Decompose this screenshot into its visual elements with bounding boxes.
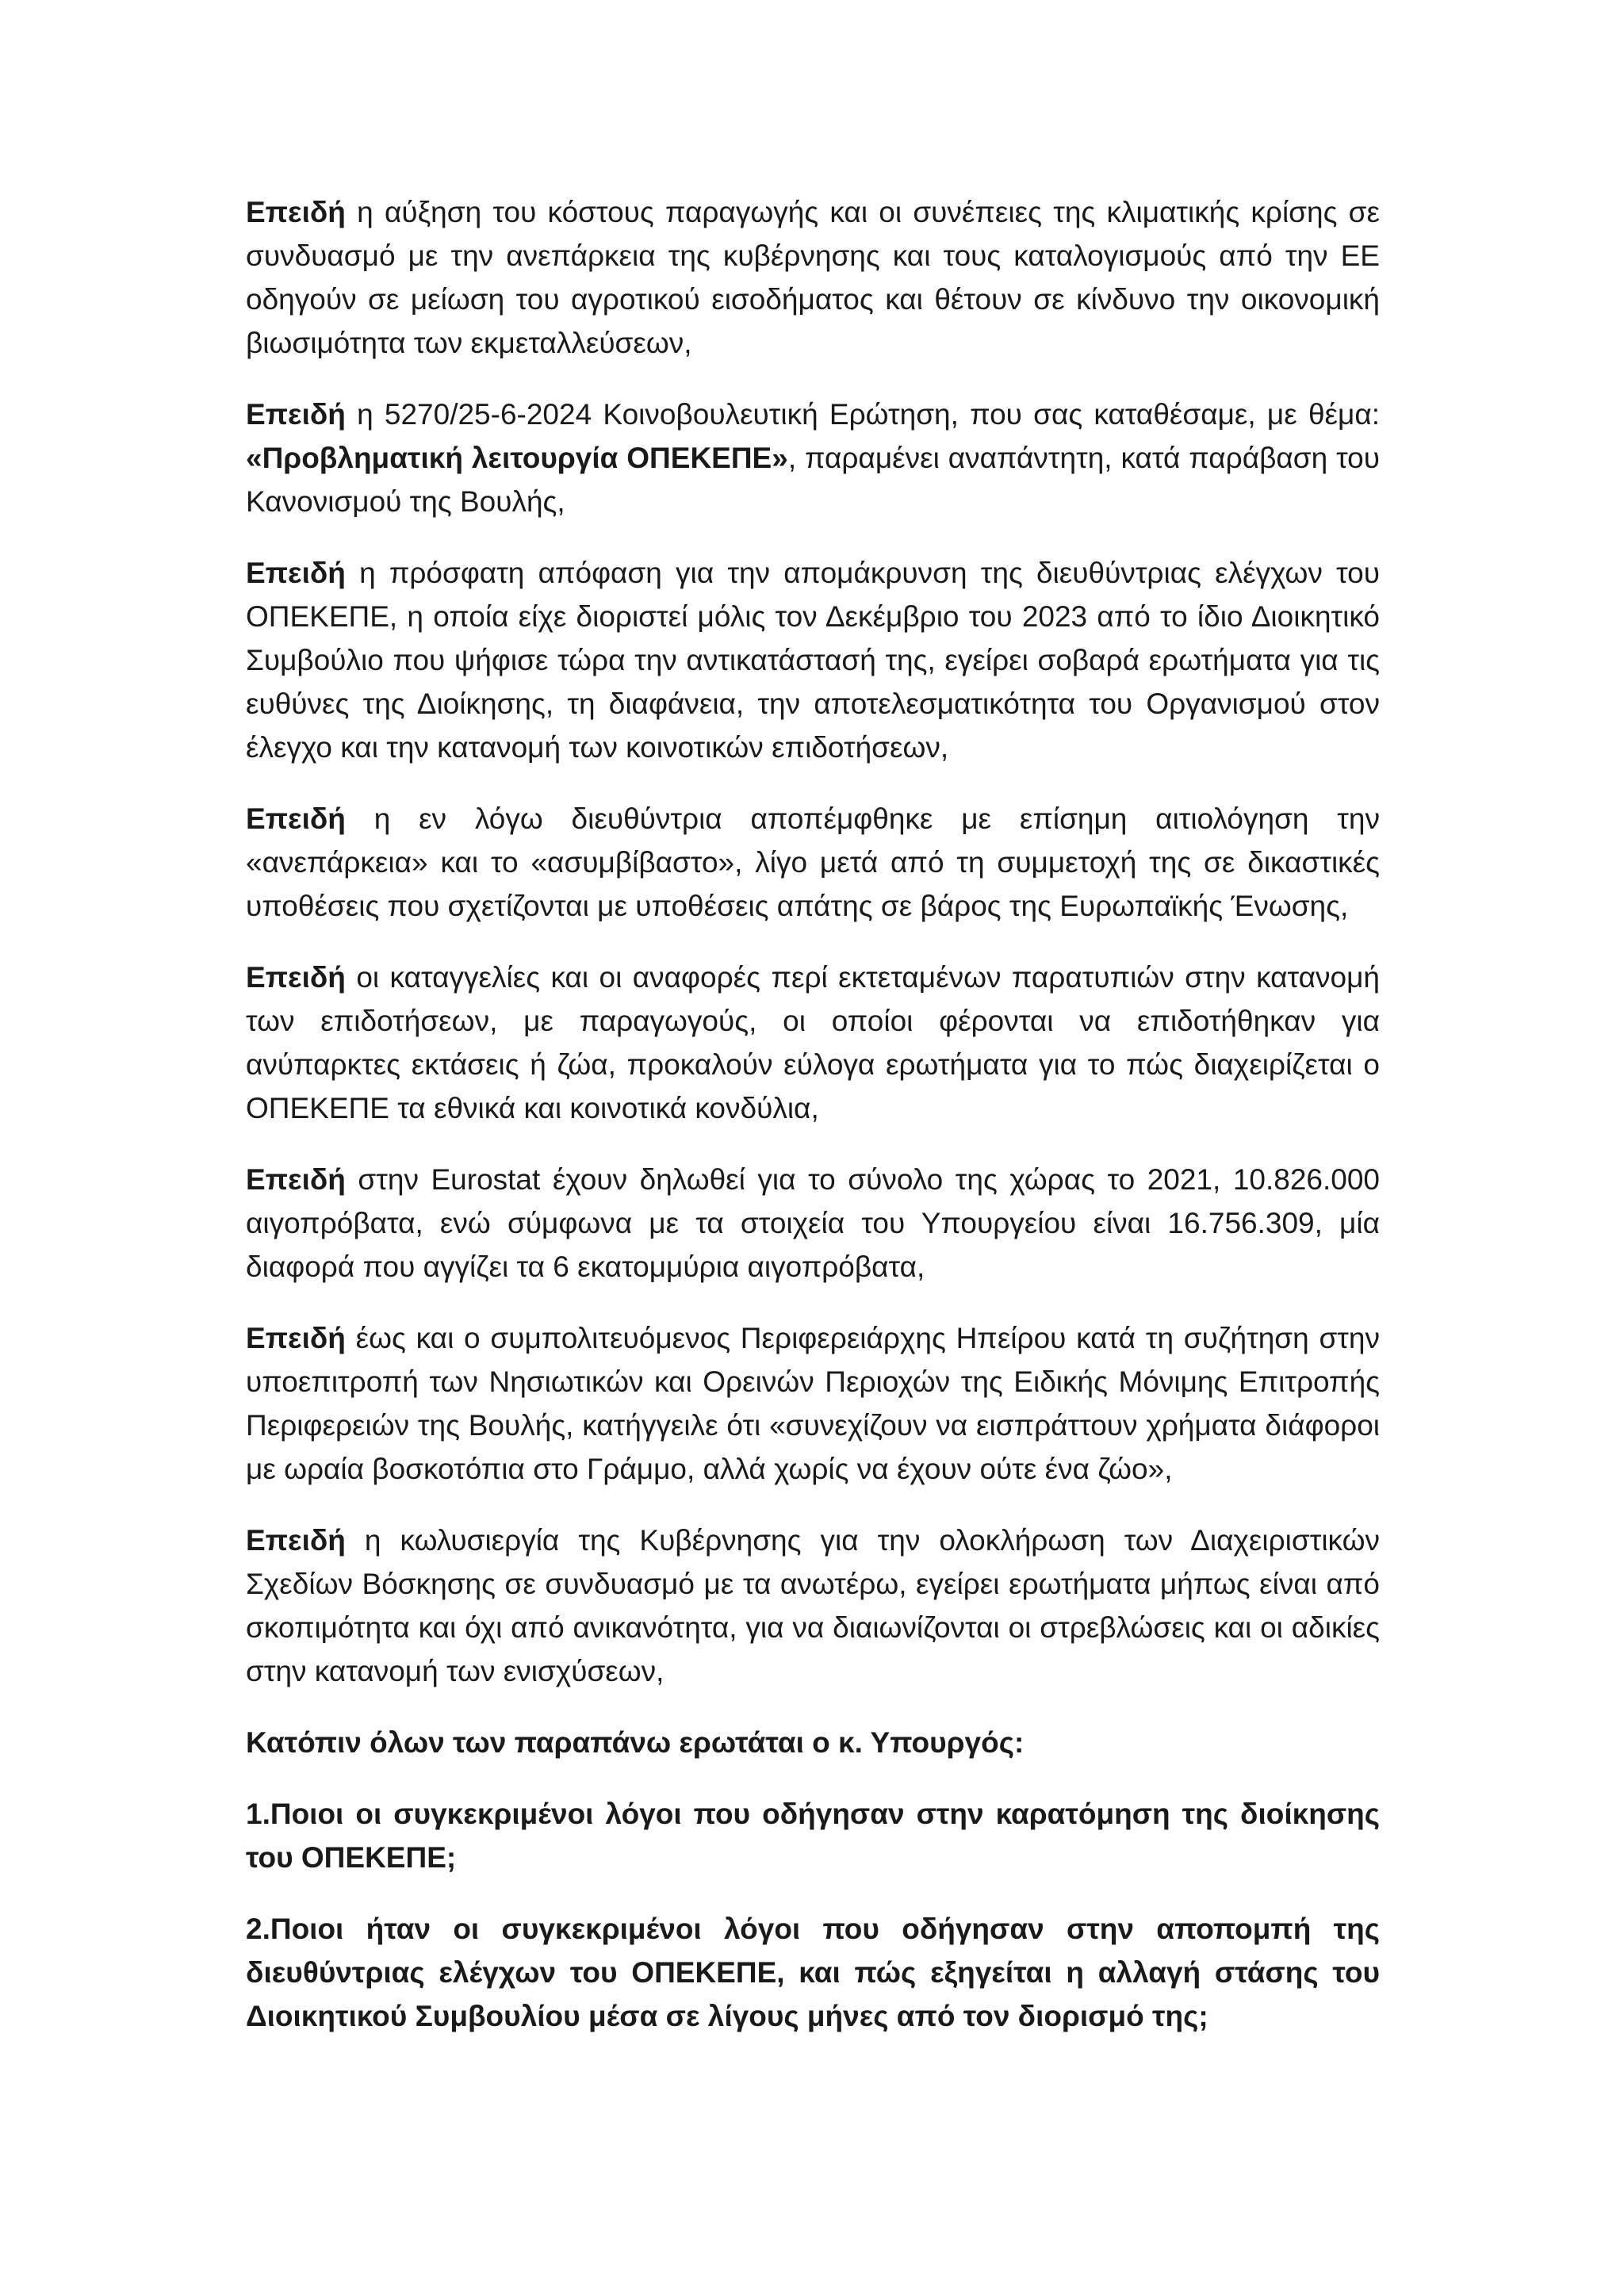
paragraph-lead: Επειδή	[246, 1322, 346, 1354]
paragraph-text: οι καταγγελίες και οι αναφορές περί εκτεταμένων παρατυπιών στην κατανομή των επιδοτήσεων, με παραγωγούς, οι οποίοι φέρονται να επιδοτήθηκαν για ανύπαρκτες εκτάσεις ή ζώα, προκαλούν εύλογα ερωτήματα για το πώς διαχειρίζεται ο ΟΠΕΚΕΠΕ τα εθνικά και κοινοτικά κονδύλια,	[246, 961, 1380, 1124]
paragraph-lead: Επειδή	[246, 802, 346, 835]
paragraph-lead: Επειδή	[246, 398, 346, 431]
question-2: 2.Ποιοι ήταν οι συγκεκριμένοι λόγοι που οδήγησαν στην αποπομπή της διευθύντριας ελέγχων του ΟΠΕΚΕΠΕ, και πώς εξηγείται η αλλαγή στάσης του Διοικητικού Συμβουλίου μέσα σε λίγους μήνες από τον διορισμό της;	[246, 1913, 1380, 2032]
paragraph-text: έως και ο συμπολιτευόμενος Περιφερειάρχης Ηπείρου κατά τη συζήτηση στην υποεπιτροπή των Νησιωτικών και Ορεινών Περιοχών της Ειδικής Μόνιμης Επιτροπής Περιφερειών της Βουλής, κατήγγειλε ότι «συνεχίζουν να εισπράττουν χρήματα διάφοροι με ωραία βοσκοτόπια στο Γράμμο, αλλά χωρίς να έχουν ούτε ένα ζώο»,	[246, 1322, 1380, 1485]
paragraph-lead: Επειδή	[246, 961, 346, 994]
paragraph-lead: Επειδή	[246, 1524, 346, 1557]
document-body	[246, 190, 1380, 2066]
question-1: 1.Ποιοι οι συγκεκριμένοι λόγοι που οδήγησαν στην καρατόμηση της διοίκησης του ΟΠΕΚΕΠΕ;	[246, 1798, 1380, 1874]
paragraph-6	[246, 1158, 1380, 1289]
question-title: «Προβληματική λειτουργία ΟΠΕΚΕΠΕ»	[246, 442, 788, 474]
paragraph-7	[246, 1316, 1380, 1491]
paragraph-text: η πρόσφατη απόφαση για την απομάκρυνση της διευθύντριας ελέγχων του ΟΠΕΚΕΠΕ, η οποία είχε διοριστεί μόλις τον Δεκέμβριο του 2023 από το ίδιο Διοικητικό Συμβούλιο που ψήφισε τώρα την αντικατάστασή της, εγείρει σοβαρά ερωτήματα για τις ευθύνες της Διοίκησης, τη διαφάνεια, την αποτελεσματικότητα του Οργανισμού στον έλεγχο και την κατανομή των κοινοτικών επιδοτήσεων,	[246, 557, 1380, 764]
paragraph-text: η αύξηση του κόστους παραγωγής και οι συνέπειες της κλιματικής κρίσης σε συνδυασμό με την ανεπάρκεια της κυβέρνησης και τους καταλογισμούς από την ΕΕ οδηγούν σε μείωση του αγροτικού εισοδήματος και θέτουν σε κίνδυνο την οικονομική βιωσιμότητα των εκμεταλλεύσεων,	[246, 196, 1380, 359]
paragraph-lead: Επειδή	[246, 557, 346, 589]
question-intro: Κατόπιν όλων των παραπάνω ερωτάται ο κ. Υπουργός:	[246, 1726, 1025, 1759]
paragraph-text: , παραμένει αναπάντητη, κατά παράβαση του Κανονισμού της Βουλής,	[246, 442, 1380, 518]
paragraph-lead: Επειδή	[246, 196, 346, 228]
paragraph-2	[246, 393, 1380, 523]
paragraph-text: η κωλυσιεργία της Κυβέρνησης για την ολοκλήρωση των Διαχειριστικών Σχεδίων Βόσκησης σε συνδυασμό με τα ανωτέρω, εγείρει ερωτήματα μήπως είναι από σκοπιμότητα και όχι από ανικανότητα, για να διαιωνίζονται οι στρεβλώσεις και οι αδικίες στην κατανομή των ενισχύσεων,	[246, 1524, 1380, 1687]
paragraph-3	[246, 551, 1380, 769]
paragraph-text: στην Eurostat έχουν δηλωθεί για το σύνολο της χώρας το 2021, 10.826.000 αιγοπρόβατα, ενώ σύμφωνα με τα στοιχεία του Υπουργείου είναι 16.756.309, μία διαφορά που αγγίζει τα 6 εκατομμύρια αιγοπρόβατα,	[246, 1163, 1380, 1283]
paragraph-5	[246, 956, 1380, 1130]
paragraph-text: η εν λόγω διευθύντρια αποπέμφθηκε με επίσημη αιτιολόγηση την «ανεπάρκεια» και το «ασυμβίβαστο», λίγο μετά από τη συμμετοχή της σε δικαστικές υποθέσεις που σχετίζονται με υποθέσεις απάτης σε βάρος της Ευρωπαϊκής Ένωσης,	[246, 802, 1380, 922]
paragraph-lead: Επειδή	[246, 1163, 346, 1196]
paragraph-text: η 5270/25-6-2024 Κοινοβουλευτική Ερώτηση, που σας καταθέσαμε, με θέμα:	[345, 398, 1380, 431]
paragraph-1	[246, 190, 1380, 365]
paragraph-4	[246, 797, 1380, 928]
paragraph-8	[246, 1518, 1380, 1693]
